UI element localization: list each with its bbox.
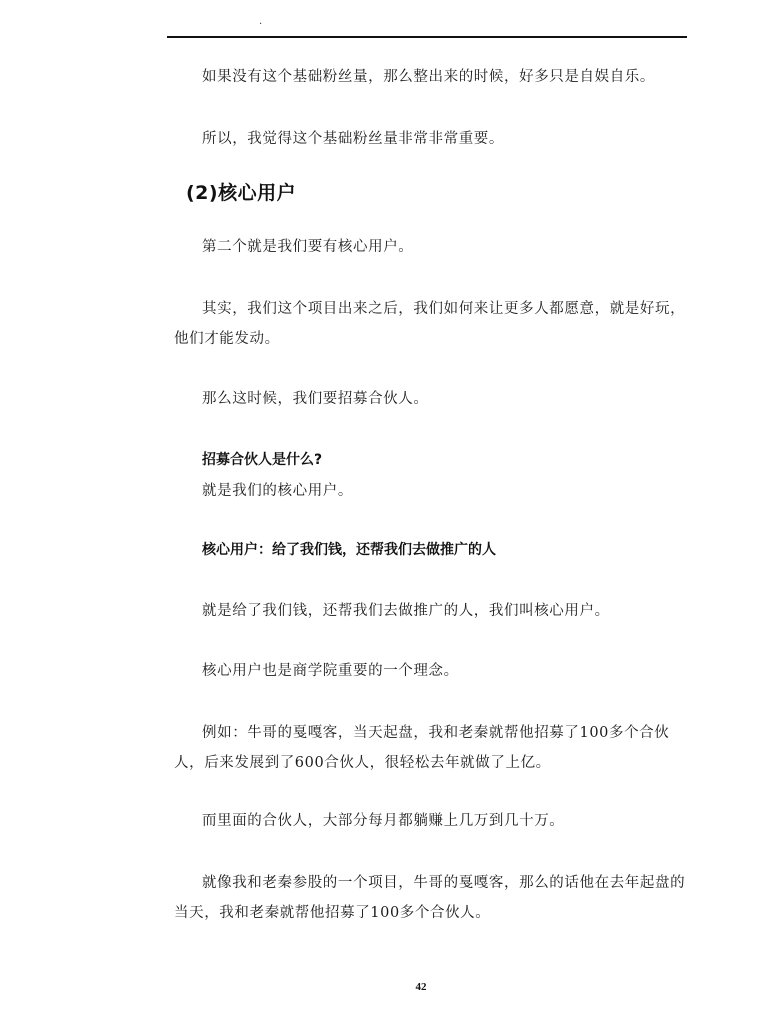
section-heading: (2)核心用户 xyxy=(186,182,297,204)
core-user-definition: 核心用户：给了我们钱，还帮我们去做推广的人 xyxy=(202,542,496,558)
paragraph-11: 就像我和老秦参股的一个项目，牛哥的戛嘎客，那么的话他在去年起盘的当天，我和老秦就帮他招募了100多个合伙人。 xyxy=(174,875,686,921)
question-heading: 招募合伙人是什么? xyxy=(202,452,323,468)
paragraph-1: 如果没有这个基础粉丝量，那么整出来的时候，好多只是自娱自乐。 xyxy=(202,69,655,85)
page-number: 42 xyxy=(415,981,427,993)
paragraph-6: 就是我们的核心用户。 xyxy=(202,483,353,499)
paragraph-4: 其实，我们这个项目出来之后，我们如何来让更多人都愿意，就是好玩，他们才能发动。 xyxy=(174,301,686,347)
paragraph-2: 所以，我觉得这个基础粉丝量非常非常重要。 xyxy=(202,131,504,147)
paragraph-5: 那么这时候，我们要招募合伙人。 xyxy=(202,391,429,407)
header-rule xyxy=(167,36,687,38)
header-mark: . xyxy=(259,16,263,27)
paragraph-10: 而里面的合伙人，大部分每月都躺赚上几万到几十万。 xyxy=(202,813,565,829)
paragraph-3: 第二个就是我们要有核心用户。 xyxy=(202,239,414,255)
paragraph-7: 就是给了我们钱，还帮我们去做推广的人，我们叫核心用户。 xyxy=(202,603,610,619)
paragraph-9: 例如：牛哥的戛嘎客，当天起盘，我和老秦就帮他招募了100多个合伙人，后来发展到了600合伙人，很轻松去年就做了上亿。 xyxy=(174,725,670,771)
paragraph-8: 核心用户也是商学院重要的一个理念。 xyxy=(202,663,459,679)
